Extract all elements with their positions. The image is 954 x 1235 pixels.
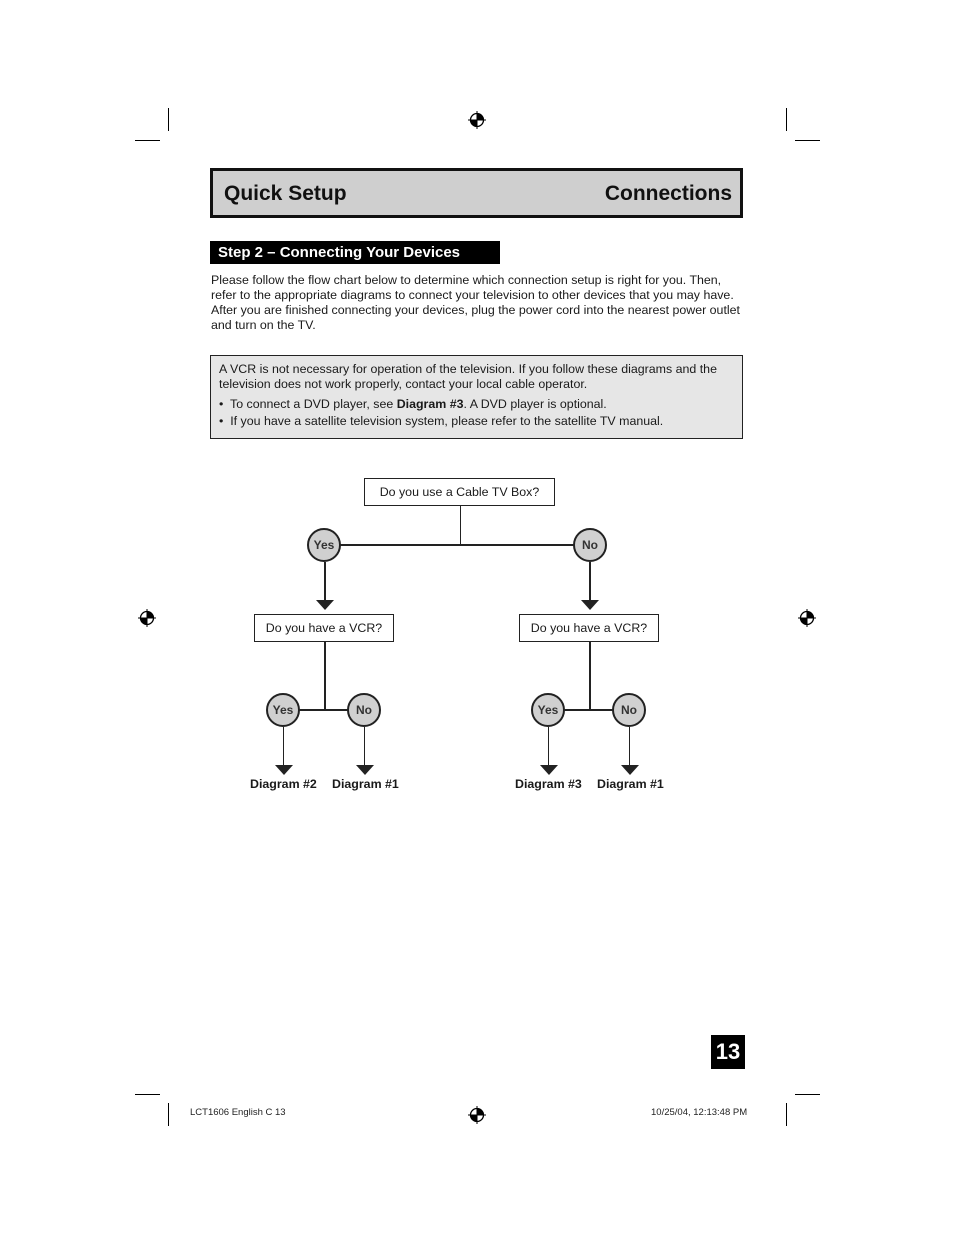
crop-mark — [795, 140, 820, 141]
question-vcr-right: Do you have a VCR? — [519, 614, 659, 642]
crop-mark — [168, 108, 169, 131]
question-cable-box: Do you use a Cable TV Box? — [364, 478, 555, 506]
yes-node-cable: Yes — [307, 528, 341, 562]
header-title-quick-setup: Quick Setup — [224, 182, 347, 205]
arrow-down-icon — [581, 600, 599, 610]
arrow-down-icon — [356, 765, 374, 775]
no-node-cable: No — [573, 528, 607, 562]
arrow-down-icon — [316, 600, 334, 610]
connector-line — [324, 642, 326, 710]
yes-node-vcr-left: Yes — [266, 693, 300, 727]
footer-timestamp: 10/25/04, 12:13:48 PM — [651, 1107, 748, 1118]
question-vcr-left: Do you have a VCR? — [254, 614, 394, 642]
crop-mark — [135, 1094, 160, 1095]
connector-line — [324, 562, 326, 601]
note-paragraph: A VCR is not necessary for operation of the television. If you follow these diagrams and the television does not work properly, contact your local cable operator. — [219, 362, 717, 391]
note-bullet-satellite-text: If you have a satellite television system, please refer to the satellite TV manual. — [230, 414, 664, 428]
connector-line — [629, 727, 630, 766]
crop-mark — [786, 1103, 787, 1126]
diagram-label: Diagram #1 — [597, 777, 664, 791]
connector-line — [460, 506, 461, 545]
crop-mark — [168, 1103, 169, 1126]
no-node-vcr-right: No — [612, 693, 646, 727]
crop-mark — [786, 108, 787, 131]
page-number: 13 — [711, 1035, 745, 1069]
diagram-label: Diagram #1 — [332, 777, 399, 791]
diagram-label: Diagram #3 — [515, 777, 582, 791]
footer-file-info: LCT1606 English C 13 — [190, 1107, 286, 1118]
crop-mark — [795, 1094, 820, 1095]
registration-mark-icon — [468, 111, 486, 129]
connector-line — [589, 642, 591, 710]
note-bullet-dvd-text: To connect a DVD player, see — [230, 397, 397, 411]
arrow-down-icon — [275, 765, 293, 775]
page-header — [210, 168, 743, 218]
diagram-label: Diagram #2 — [250, 777, 317, 791]
yes-node-vcr-right: Yes — [531, 693, 565, 727]
note-box — [210, 355, 743, 439]
connector-line — [548, 727, 549, 766]
note-bullet-dvd: • To connect a DVD player, see Diagram #3. A DVD player is optional. — [219, 397, 607, 411]
registration-mark-icon — [798, 609, 816, 627]
connector-line — [324, 544, 590, 546]
connector-line — [364, 727, 365, 766]
note-bullet-dvd-post: . A DVD player is optional. — [463, 397, 607, 411]
arrow-down-icon — [540, 765, 558, 775]
connector-line — [283, 727, 284, 766]
arrow-down-icon — [621, 765, 639, 775]
note-bullet-satellite: • If you have a satellite television system, please refer to the satellite TV manual. — [219, 414, 664, 428]
registration-mark-icon — [138, 609, 156, 627]
crop-mark — [135, 140, 160, 141]
step-heading: Step 2 – Connecting Your Devices — [210, 241, 500, 264]
header-title-connections: Connections — [604, 182, 732, 205]
connector-line — [589, 562, 591, 601]
note-bullet-dvd-bold: Diagram #3 — [396, 397, 464, 411]
intro-paragraph: Please follow the flow chart below to determine which connection setup is right for you. Then, refer to the appropriate diagrams to connect your television to other devices that you may have. After you are finished connecting your devices, plug the power cord into the nearest power outlet and turn on the TV. — [211, 273, 740, 332]
registration-mark-icon — [468, 1106, 486, 1124]
no-node-vcr-left: No — [347, 693, 381, 727]
